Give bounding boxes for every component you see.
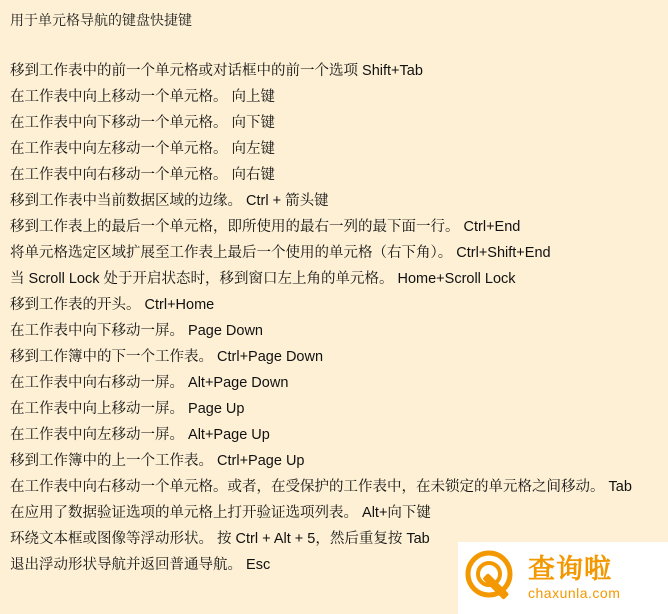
list-item: 将单元格选定区域扩展至工作表上最后一个使用的单元格（右下角）。 Ctrl+Shift+End (10, 245, 551, 261)
watermark-brand: 查询啦 (528, 554, 612, 584)
title-spacer (8, 36, 660, 58)
list-item: 在工作表中向右移动一屏。 Alt+Page Down (10, 375, 289, 391)
watermark (458, 542, 668, 614)
page-title: 用于单元格导航的键盘快捷键 (10, 12, 192, 28)
watermark-domain: chaxunla.com (528, 585, 621, 601)
list-item: 移到工作表的开头。 Ctrl+Home (10, 297, 215, 313)
list-item: 环绕文本框或图像等浮动形状。 按 Ctrl + Alt + 5，然后重复按 Tab (10, 531, 430, 547)
list-item: 在工作表中向上移动一个单元格。 向上键 (10, 89, 276, 105)
list-item: 在工作表中向右移动一个单元格。 向右键 (10, 167, 276, 183)
list-item: 当 Scroll Lock 处于开启状态时，移到窗口左上角的单元格。 Home+Scroll Lock (10, 271, 516, 287)
list-item: 在工作表中向左移动一个单元格。 向左键 (10, 141, 276, 157)
list-item: 在工作表中向下移动一屏。 Page Down (10, 323, 263, 339)
list-item: 在应用了数据验证选项的单元格上打开验证选项列表。 Alt+向下键 (10, 505, 431, 521)
list-item: 移到工作表中当前数据区域的边缘。 Ctrl + 箭头键 (10, 193, 329, 209)
list-item: 移到工作簿中的下一个工作表。 Ctrl+Page Down (10, 349, 324, 365)
list-item: 在工作表中向左移动一屏。 Alt+Page Up (10, 427, 270, 443)
list-item: 退出浮动形状导航并返回普通导航。 Esc (10, 557, 271, 573)
shortcut-list (8, 58, 660, 578)
list-item: 移到工作表上的最后一个单元格，即所使用的最右一列的最下面一行。 Ctrl+End (10, 219, 521, 235)
list-item: 移到工作表中的前一个单元格或对话框中的前一个选项 Shift+Tab (10, 63, 423, 79)
list-item: 移到工作簿中的上一个工作表。 Ctrl+Page Up (10, 453, 305, 469)
list-item: 在工作表中向上移动一屏。 Page Up (10, 401, 245, 417)
watermark-text (528, 554, 620, 602)
magnifier-icon (464, 549, 522, 607)
list-item: 在工作表中向右移动一个单元格。或者，在受保护的工作表中，在未锁定的单元格之间移动。 Tab (10, 479, 632, 495)
list-item: 在工作表中向下移动一个单元格。 向下键 (10, 115, 276, 131)
